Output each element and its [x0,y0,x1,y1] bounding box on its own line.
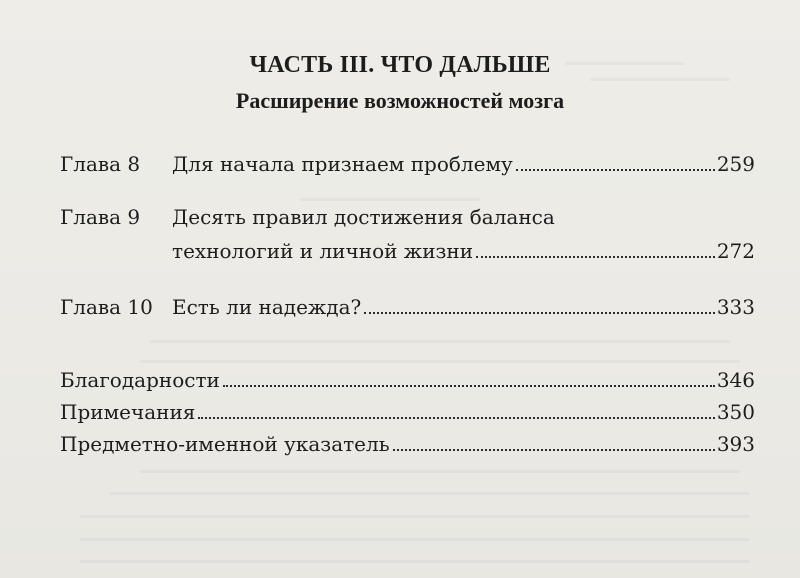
page-number: 393 [716,432,755,456]
toc-line [60,432,755,456]
toc-line [172,239,755,263]
toc-line [172,295,755,319]
bleed-through-line [110,492,750,495]
chapter-title-line-2: технологий и личной жизни [172,239,474,263]
dot-leader [198,416,714,419]
chapter-title-line-1: Десять правил достижения баланса [172,205,555,229]
bleed-through-line [140,360,740,363]
page-number: 346 [716,368,755,392]
section-title: Предметно-именной указатель [60,432,390,456]
page-number: 272 [716,239,755,263]
toc-entry-chapter-8 [60,152,755,182]
section-title: Благодарности [60,368,220,392]
toc-entry-chapter-9 [60,205,755,269]
chapter-title: Для начала признаем проблему [172,152,513,176]
dot-leader [476,255,715,258]
chapter-label: Глава 8 [60,152,141,176]
section-title: Примечания [60,400,196,424]
chapter-label: Глава 10 [60,295,153,319]
bleed-through-line [80,515,750,518]
dot-leader [393,448,715,451]
page-number: 333 [716,295,755,319]
bleed-through-line [300,198,480,201]
bleed-through-line [80,560,750,563]
bleed-through-line [140,470,740,473]
toc-entry-index [60,432,755,462]
page-number: 259 [716,152,755,176]
toc-entry-acknowledgements [60,368,755,398]
bleed-through-line [150,340,730,343]
bleed-through-line [80,538,750,541]
chapter-title: Есть ли надежда? [172,295,362,319]
dot-leader [364,311,715,314]
dot-leader [223,384,715,387]
toc-entry-chapter-10 [60,295,755,325]
part-subtitle: Расширение возможностей мозга [235,88,565,113]
toc-line [60,400,755,424]
chapter-label: Глава 9 [60,205,141,229]
toc-line [172,152,755,176]
dot-leader [516,168,715,171]
toc-line [60,368,755,392]
toc-entry-notes [60,400,755,430]
part-title: ЧАСТЬ III. ЧТО ДАЛЬШЕ [249,52,551,78]
page-number: 350 [716,400,755,424]
